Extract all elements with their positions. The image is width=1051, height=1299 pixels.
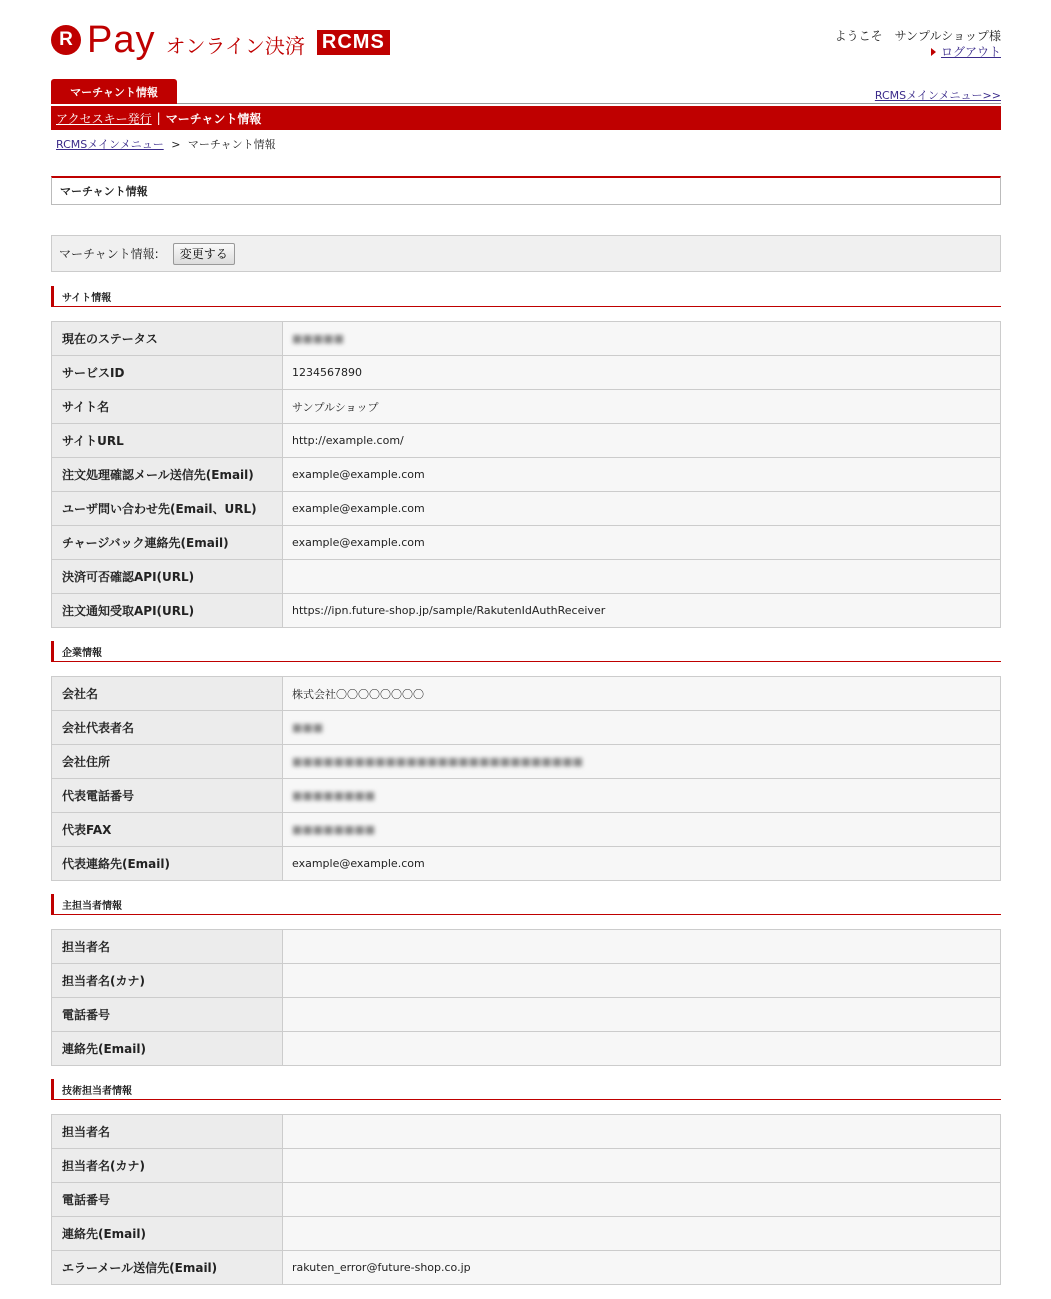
row-value xyxy=(283,1217,1001,1251)
row-label: 会社住所 xyxy=(52,745,283,779)
table-row xyxy=(52,1217,1001,1251)
section-heading-technical-contact: 技術担当者情報 xyxy=(51,1079,1001,1100)
row-value: example@example.com xyxy=(283,847,1001,881)
row-value xyxy=(283,1115,1001,1149)
row-label: 代表FAX xyxy=(52,813,283,847)
company-info-table xyxy=(51,676,1001,881)
row-label: 現在のステータス xyxy=(52,322,283,356)
table-row xyxy=(52,1032,1001,1066)
row-label: 担当者名(カナ) xyxy=(52,1149,283,1183)
table-row xyxy=(52,964,1001,998)
header xyxy=(51,18,1001,68)
table-row xyxy=(52,492,1001,526)
row-label: 担当者名 xyxy=(52,1115,283,1149)
table-row xyxy=(52,779,1001,813)
section-heading-site-info: サイト情報 xyxy=(51,286,1001,307)
row-label: ユーザ問い合わせ先(Email、URL) xyxy=(52,492,283,526)
row-label: 電話番号 xyxy=(52,998,283,1032)
blurred-value: ■■■ xyxy=(292,721,324,734)
tab-merchant-info[interactable]: マーチャント情報 xyxy=(51,79,177,104)
section-heading-company-info: 企業情報 xyxy=(51,641,1001,662)
table-row xyxy=(52,594,1001,628)
row-value: example@example.com xyxy=(283,526,1001,560)
table-row xyxy=(52,390,1001,424)
row-label: サイトURL xyxy=(52,424,283,458)
breadcrumb-home-link[interactable]: RCMSメインメニュー xyxy=(56,138,164,151)
table-row xyxy=(52,847,1001,881)
row-value: example@example.com xyxy=(283,458,1001,492)
sub-navigation xyxy=(51,106,1001,130)
row-value xyxy=(283,1183,1001,1217)
table-row xyxy=(52,560,1001,594)
row-label: 注文通知受取API(URL) xyxy=(52,594,283,628)
subnav-separator: | xyxy=(156,111,161,125)
table-row xyxy=(52,1251,1001,1285)
subnav-current: マーチャント情報 xyxy=(165,111,262,126)
row-label: チャージバック連絡先(Email) xyxy=(52,526,283,560)
action-box xyxy=(51,235,1001,272)
tab-bar xyxy=(51,79,1001,104)
row-label: エラーメール送信先(Email) xyxy=(52,1251,283,1285)
table-row xyxy=(52,998,1001,1032)
section-heading-primary-contact: 主担当者情報 xyxy=(51,894,1001,915)
row-value xyxy=(283,745,1001,779)
row-value xyxy=(283,779,1001,813)
row-value: rakuten_error@future-shop.co.jp xyxy=(283,1251,1001,1285)
table-row xyxy=(52,458,1001,492)
row-value: https://ipn.future-shop.jp/sample/RakutenIdAuthReceiver xyxy=(283,594,1001,628)
table-row xyxy=(52,424,1001,458)
change-button[interactable]: 変更する xyxy=(173,243,235,265)
table-row xyxy=(52,526,1001,560)
logout-link[interactable]: ログアウト xyxy=(940,45,1001,59)
table-row xyxy=(52,711,1001,745)
table-row xyxy=(52,930,1001,964)
row-label: 代表電話番号 xyxy=(52,779,283,813)
row-label: 決済可否確認API(URL) xyxy=(52,560,283,594)
blurred-value: ■■■■■ xyxy=(292,332,344,345)
row-label: 代表連絡先(Email) xyxy=(52,847,283,881)
logo-subtitle: オンライン決済 xyxy=(165,33,305,58)
table-row xyxy=(52,677,1001,711)
logo-rcms-badge: RCMS xyxy=(317,30,390,55)
row-value xyxy=(283,813,1001,847)
row-label: 担当者名(カナ) xyxy=(52,964,283,998)
blurred-value: ■■■■■■■■■■■■■■■■■■■■■■■■■■■■ xyxy=(292,755,584,768)
table-row xyxy=(52,322,1001,356)
row-value: 株式会社〇〇〇〇〇〇〇〇 xyxy=(283,677,1001,711)
row-value xyxy=(283,1149,1001,1183)
blurred-value: ■■■■■■■■ xyxy=(292,823,376,836)
breadcrumb-current: マーチャント情報 xyxy=(187,138,276,151)
row-label: サービスID xyxy=(52,356,283,390)
rakuten-r-icon: R xyxy=(51,25,81,55)
row-label: 注文処理確認メール送信先(Email) xyxy=(52,458,283,492)
page-title: マーチャント情報 xyxy=(51,176,1001,205)
site-info-table xyxy=(51,321,1001,628)
row-value: http://example.com/ xyxy=(283,424,1001,458)
row-value: example@example.com xyxy=(283,492,1001,526)
table-row xyxy=(52,1115,1001,1149)
row-value xyxy=(283,1032,1001,1066)
breadcrumb xyxy=(56,136,276,152)
row-value xyxy=(283,560,1001,594)
welcome-area xyxy=(835,28,1001,60)
arrow-right-icon xyxy=(931,48,936,56)
row-label: 連絡先(Email) xyxy=(52,1032,283,1066)
technical-contact-table xyxy=(51,1114,1001,1285)
table-row xyxy=(52,745,1001,779)
primary-contact-table xyxy=(51,929,1001,1066)
table-row xyxy=(52,1183,1001,1217)
row-value: 1234567890 xyxy=(283,356,1001,390)
row-label: 会社名 xyxy=(52,677,283,711)
row-label: 担当者名 xyxy=(52,930,283,964)
row-label: 連絡先(Email) xyxy=(52,1217,283,1251)
action-label: マーチャント情報: xyxy=(59,247,159,261)
row-value xyxy=(283,998,1001,1032)
row-value: サンプルショップ xyxy=(283,390,1001,424)
row-value xyxy=(283,322,1001,356)
logo-pay-text: Pay xyxy=(87,19,156,61)
row-value xyxy=(283,964,1001,998)
breadcrumb-separator: > xyxy=(171,138,181,151)
row-label: サイト名 xyxy=(52,390,283,424)
welcome-text: ようこそ サンプルショップ様 xyxy=(834,29,1001,43)
row-value xyxy=(283,711,1001,745)
row-label: 会社代表者名 xyxy=(52,711,283,745)
rcms-main-menu-link[interactable]: RCMSメインメニュー>> xyxy=(874,89,1001,102)
row-label: 電話番号 xyxy=(52,1183,283,1217)
table-row xyxy=(52,356,1001,390)
subnav-access-key-link[interactable]: アクセスキー発行 xyxy=(56,111,152,126)
rpay-logo xyxy=(51,18,390,62)
row-value xyxy=(283,930,1001,964)
logout-row xyxy=(835,44,1001,60)
table-row xyxy=(52,813,1001,847)
table-row xyxy=(52,1149,1001,1183)
blurred-value: ■■■■■■■■ xyxy=(292,789,376,802)
